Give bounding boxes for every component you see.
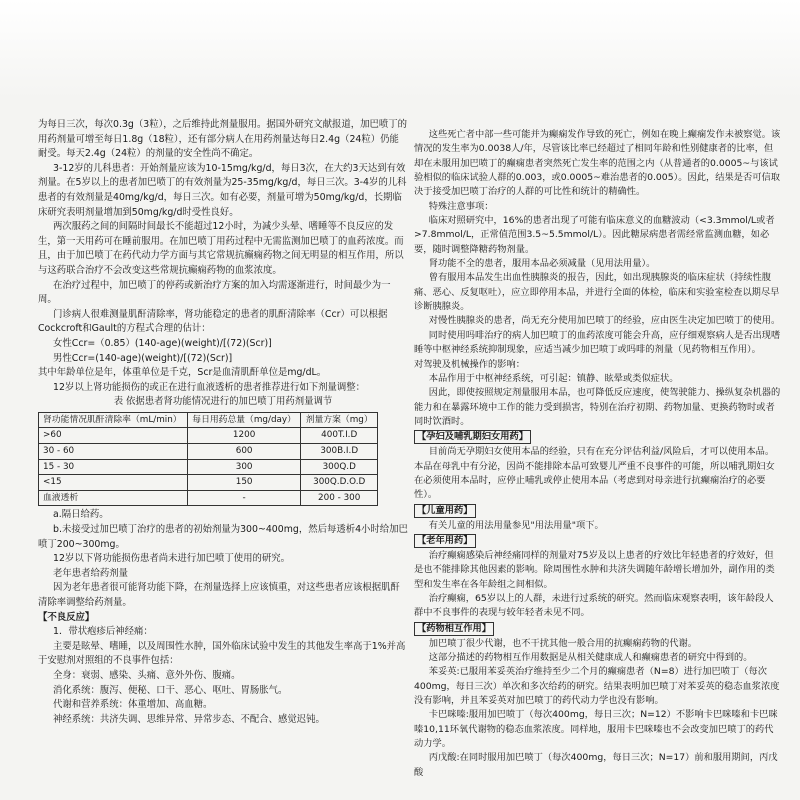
table-header-row (39, 412, 378, 428)
table-cell: >60 (39, 428, 188, 444)
paragraph: 其中年龄单位是年，体重单位是千克，Scr是血清肌酐单位是mg/dL。 (38, 367, 327, 379)
table-note: b.未接受过加巴喷丁治疗的患者的初始剂量为300~400mg，然后每透析4小时给加巴喷丁200~300mg。 (38, 524, 408, 550)
section-heading-pregnancy: 【孕妇及哺乳期妇女用药】 (414, 430, 531, 444)
paragraph: 两次服药之间的间隔时间最长不能超过12小时，为减少头晕、嗜睡等不良反应的发生，第一天用药可在睡前服用。在加巴喷丁用药过程中无需监测加巴喷丁的血药浓度。而且，由于加巴喷丁在药代动力学方面与其它常规抗癫痫药物之间无明显的相互作用，所以与这药联合治疗不会改变这些常规抗癫痫药物的血浆浓度。 (38, 221, 404, 276)
section-heading-elderly: 【老年用药】 (414, 534, 476, 548)
table-row (39, 475, 378, 491)
paragraph: 有关儿童的用法用量参见"用法用量"项下。 (428, 519, 604, 531)
section-heading-children: 【儿童用药】 (414, 504, 476, 518)
paragraph: 本品作用于中枢神经系统，可引起：镇静、眩晕或类似症状。 (428, 372, 679, 384)
table-row (39, 459, 378, 475)
table-cell: 300Q.D (301, 459, 378, 475)
paragraph: 1．带状疱疹后神经痛： (53, 626, 153, 638)
section-heading-adverse: 【不良反应】 (38, 611, 95, 623)
table-cell: 600 (187, 444, 301, 460)
paragraph: 卡巴咪嗪:服用加巴喷丁（每次400mg，每日三次；N=12）不影响卡巴咪嗪和卡巴咪嗪10,11环氧代谢物的稳态血浆浓度。同样地，服用卡巴咪嗪也不会改变加巴喷丁的药代动力学。 (414, 709, 778, 750)
paragraph: 3-12岁的儿科患者：开始剂量应该为10-15mg/kg/d，每日3次，在大约3天达到有效剂量。在5岁以上的患者加巴喷丁的有效剂量为25-35mg/kg/d，每日三次。3-4岁的儿科患者的有效剂量是40mg/kg/d，每日三次。如有必要，剂量可增为50mg/kg/d，长期临床研究表明剂量增加到50mg/kg/d时受性良好。 (38, 162, 407, 218)
paragraph: 12岁以上肾功能损伤的或正在进行血液透析的患者推荐进行如下剂量调整： (53, 381, 365, 393)
paragraph: 这部分描述的药物相互作用数据是从相关健康成人和癫痫患者的研究中得到的。 (428, 652, 753, 663)
paragraph: 门诊病人很难测量肌酐清除率，肾功能稳定的患者的肌酐清除率（Ccr）可以根据Cockcroft和Gault的方程式合理的估计： (38, 308, 388, 335)
paragraph: 丙戊酸:在同时服用加巴喷丁（每次400mg，每日三次；N=17）前和服用期间，丙戊酸 (414, 752, 778, 778)
paragraph: 对驾驶及机械操作的影响： (414, 358, 525, 370)
paragraph: 这些死亡者中部一些可能并为癫痫发作导致的死亡，例如在晚上癫痫发作未被察觉。该情况的发生率为0.0038人/年，尽管该比率已经超过了相同年龄和性别健康者的比率，但却在未服用加巴喷丁的癫痫患者突然死亡发生率的范围之内（从普通者的0.0005~与该试验相似的临床试验人群的0.003，或0.0005~难治患者的0.005）。因此，结果是否可信取决于接受加巴喷丁治疗的人群的可比性和统计的精确性。 (414, 129, 781, 198)
paragraph: 全身：衰弱、感染、头痛、意外外伤、腹痛。 (53, 669, 241, 681)
paragraph: 苯妥英:已服用苯妥英治疗维持至少二个月的癫痫患者（N=8）进行加巴喷丁（每次400mg，每日三次）单次和多次给药的研究。结果表明加巴喷丁对苯妥英的稳态血浆浓度没有影响，并且苯妥英对加巴喷丁的药代动力学也没有影响。 (414, 666, 780, 707)
table-row (39, 428, 378, 444)
paragraph: 代谢和营养系统：体重增加、高血糖。 (53, 699, 213, 711)
table-cell: - (187, 490, 301, 506)
paragraph: 消化系统：腹泻、便秘、口干、恶心、呕吐、胃肠胀气。 (53, 684, 288, 696)
table-cell: 300Q.D.O.D (301, 475, 378, 491)
paragraph: 神经系统：共济失调、思维异常、异常步态、不配合、感觉迟钝。 (53, 713, 325, 725)
subheading: 老年患者给药剂量 (53, 567, 129, 579)
formula-male: 男性Ccr=(140-age)(weight)/[(72)(Scr)] (53, 352, 233, 364)
paragraph: 治疗癫痫感染后神经痛同样的剂量对75岁及以上患者的疗效比年轻患者的疗效好，但是也不能排除其他因素的影响。除周围性水肿和共济失调随年龄增长增加外，副作用的类型和发生率在各年龄组之间相似。 (414, 549, 775, 590)
subheading: 特殊注意事项： (428, 200, 494, 212)
table-header: 每日用药总量（mg/day） (187, 412, 301, 428)
paragraph: 曾有服用本品发生出血性胰腺炎的报告，因此，如出现胰腺炎的临床症状（持续性腹痛、恶心、反复呕吐），应立即停用本品，并进行全面的体检，临床和实验室检查以期尽早诊断胰腺炎。 (414, 272, 780, 313)
table-note: a.隔日给药。 (53, 509, 109, 521)
paragraph: 在治疗过程中，加巴喷丁的停药或新治疗方案的加入均需逐渐进行，时间最少为一周。 (38, 279, 391, 306)
paragraph: 肾功能不全的患者，服用本品必须减量（见用法用量）。 (428, 258, 656, 270)
table-cell: 150 (187, 475, 301, 491)
table-cell: 血液透析 (39, 490, 188, 506)
table-caption: 表 依据患者肾功能情况进行的加巴喷丁用药剂量调节 (113, 396, 333, 408)
table-header: 剂量方案（mg） (301, 412, 378, 428)
paragraph: 临床对照研究中，16%的患者出现了可能有临床意义的血糖波动（<3.3mmol/L或者>7.8mmol/L，正常值范围3.5~5.5mmol/L）。因此糖尿病患者需经常监测血糖，如必要，随时调整降糖药物剂量。 (414, 215, 775, 255)
section-heading-interactions: 【药物相互作用】 (414, 622, 494, 636)
paragraph: 加巴喷丁很少代谢，也不干扰其他一般合用的抗癫痫药物的代谢。 (428, 637, 698, 649)
table-cell: <15 (39, 475, 188, 491)
paragraph: 主要是眩晕、嗜睡，以及周围性水肿，国外临床试验中发生的其他发生率高于1%并高于安慰剂对照组的不良事件包括： (38, 640, 406, 667)
table-cell: 300B.I.D (301, 444, 378, 460)
paragraph: 因为老年患者很可能肾功能下降，在剂量选择上应该慎重，对这些患者应该根据肌酐清除率调整给药剂量。 (38, 582, 400, 608)
table-row (39, 490, 378, 506)
paragraph: 目前尚无孕期妇女使用本品的经验，只有在充分评估利益/风险后，才可以使用本品。本品在母乳中有分泌，因尚不能排除本品可致婴儿严重不良事件的可能，所以哺乳期妇女在必须使用本品时，应停止哺乳或停止使用本品（考虑到对母亲进行抗癫痫治疗的必要性）。 (414, 446, 775, 501)
table-cell: 1200 (187, 428, 301, 444)
table-header: 肾功能情况肌酐清除率（mL/min） (39, 412, 188, 428)
table-cell: 200 - 300 (301, 490, 378, 506)
table-cell: 30 - 60 (39, 444, 188, 460)
paragraph: 对慢性胰腺炎的患者，尚无充分使用加巴喷丁的经验，应由医生决定加巴喷丁的使用。 (428, 315, 781, 327)
paragraph: 为每日三次，每次0.3g（3粒），之后维持此剂量服用。据国外研究文献报道，加巴喷丁的用药剂量可增至每日1.8g（18粒），还有部分病人在用药剂量达每日2.4g（24粒）仍能耐受。每天2.4g（24粒）的剂量的安全性尚不确定。 (38, 119, 408, 160)
table-cell: 300 (187, 459, 301, 475)
table-cell: 400T.I.D (301, 428, 378, 444)
paragraph: 12岁以下肾功能损伤患者尚未进行加巴喷丁使用的研究。 (53, 553, 290, 565)
right-column (414, 128, 782, 780)
paragraph: 因此，即使按照规定剂量服用本品，也可降低反应速度，使驾驶能力、操纵复杂机器的能力和在暴露环境中工作的能力受到损害，特别在治疗初期、药物加量、更换药物时或者同时饮酒时。 (414, 387, 781, 427)
table-row (39, 444, 378, 460)
formula-female: 女性Ccr=（0.85）(140-age)(weight)/[(72)(Scr)] (53, 337, 272, 349)
left-column (38, 118, 408, 727)
paragraph: 治疗癫痫，65岁以上的人群，未进行过系统的研究。然而临床观察表明，该年龄段人群中不良事件的表现与较年轻者未见不同。 (414, 592, 774, 619)
table-cell: 15 - 30 (39, 459, 188, 475)
dose-table (38, 412, 378, 507)
paragraph: 同时使用吗啡治疗的病人加巴喷丁的血药浓度可能会升高，应仔细观察病人是否出现嗜睡等中枢神经系统抑制现象，应适当减少加巴喷丁或吗啡的剂量（见药物相互作用）。 (414, 329, 781, 356)
scan-shadow (0, 0, 800, 100)
